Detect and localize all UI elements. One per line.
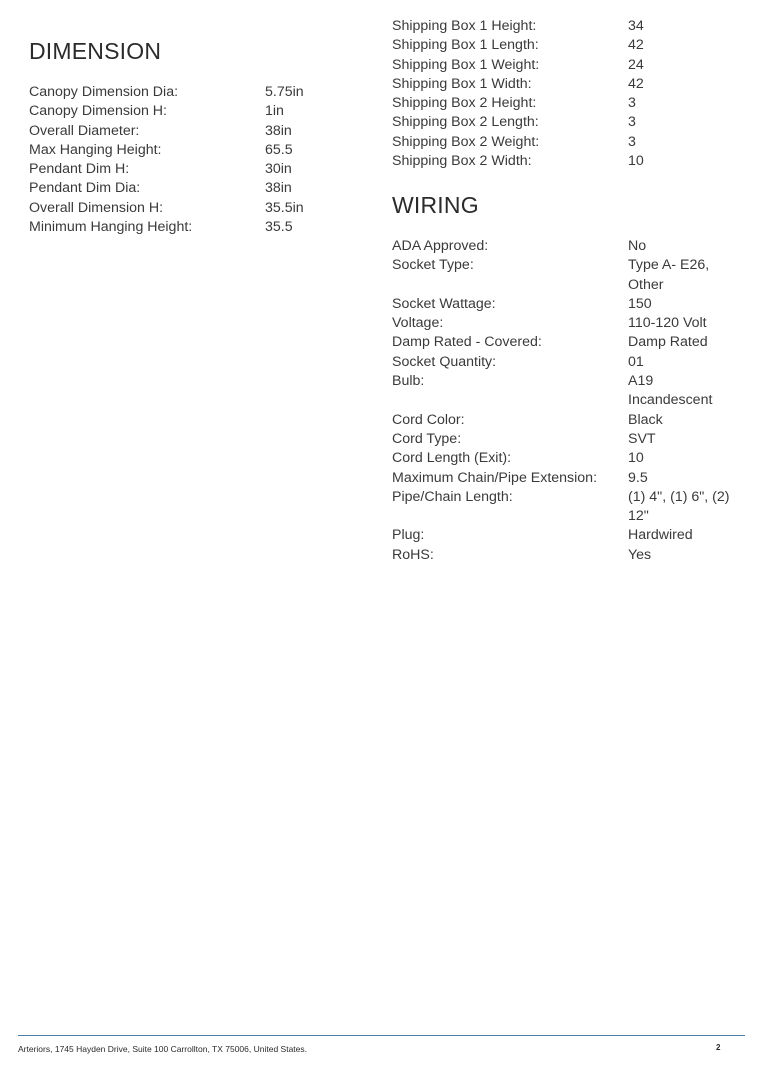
spec-label: Socket Wattage: <box>392 295 496 312</box>
spec-label: Shipping Box 2 Width: <box>392 153 532 170</box>
footer-divider <box>18 1035 745 1036</box>
spec-row <box>392 56 742 75</box>
spec-value: 3 <box>628 133 636 150</box>
spec-value: Yes <box>628 546 652 563</box>
spec-value: 01 <box>628 353 644 370</box>
spec-value: (1) 4", (1) 6", (2) 12" <box>628 488 730 525</box>
spec-row <box>29 141 359 160</box>
spec-value: 65.5 <box>265 141 293 158</box>
spec-row <box>29 102 359 121</box>
spec-label: Canopy Dimension Dia: <box>29 84 179 100</box>
spec-row <box>392 152 742 171</box>
spec-row <box>392 430 742 449</box>
spec-label: Overall Dimension H: <box>29 199 164 216</box>
spec-row <box>29 218 359 237</box>
spec-row <box>392 411 742 430</box>
spec-value: 34 <box>628 18 644 34</box>
spec-value: 9.5 <box>628 469 648 486</box>
spec-label: Minimum Hanging Height: <box>29 219 193 236</box>
spec-value: 5.75in <box>265 84 304 100</box>
spec-row <box>29 83 359 102</box>
spec-row <box>392 526 742 545</box>
wiring-heading: WIRING <box>392 192 479 218</box>
page-number: 2 <box>716 1043 721 1052</box>
spec-row <box>29 122 359 141</box>
spec-label: Cord Type: <box>392 430 462 447</box>
spec-label: Shipping Box 1 Weight: <box>392 56 540 73</box>
spec-label: Max Hanging Height: <box>29 141 162 158</box>
spec-row <box>392 372 742 411</box>
spec-value: SVT <box>628 430 656 447</box>
spec-row <box>29 199 359 218</box>
spec-label: Cord Length (Exit): <box>392 450 512 467</box>
spec-row <box>392 94 742 113</box>
spec-value: 10 <box>628 450 644 467</box>
spec-value: 42 <box>628 75 644 92</box>
spec-value: 3 <box>628 114 636 131</box>
spec-row <box>392 488 742 527</box>
spec-row <box>29 160 359 179</box>
spec-label: Socket Quantity: <box>392 353 497 370</box>
spec-value: 150 <box>628 295 652 312</box>
spec-label: Shipping Box 2 Length: <box>392 114 539 131</box>
spec-row <box>392 449 742 468</box>
spec-label: Pendant Dim H: <box>29 161 130 178</box>
spec-value: 38in <box>265 180 292 197</box>
spec-row <box>392 237 742 256</box>
spec-row <box>29 179 359 198</box>
spec-label: RoHS: <box>392 546 434 563</box>
spec-value: 42 <box>628 37 644 54</box>
spec-label: Pipe/Chain Length: <box>392 488 513 505</box>
spec-value: No <box>628 238 647 254</box>
dimension-heading: DIMENSION <box>29 38 162 64</box>
spec-value: 110-120 Volt <box>628 315 707 332</box>
spec-label: ADA Approved: <box>392 238 489 254</box>
footer-address: Arteriors, 1745 Hayden Drive, Suite 100 Carrollton, TX 75006, United States. <box>18 1044 307 1054</box>
spec-label: Shipping Box 2 Weight: <box>392 133 540 150</box>
spec-label: Maximum Chain/Pipe Extension: <box>392 469 598 486</box>
spec-value: 35.5 <box>265 219 293 236</box>
spec-value: 38in <box>265 122 292 139</box>
spec-value: A19 Incandescent <box>628 373 713 409</box>
spec-label: Canopy Dimension H: <box>29 103 167 120</box>
spec-row <box>392 469 742 488</box>
spec-label: Bulb: <box>392 373 425 390</box>
spec-value: Black <box>628 411 663 428</box>
spec-value: 24 <box>628 56 644 73</box>
spec-value: 30in <box>265 161 292 178</box>
spec-row <box>392 133 742 152</box>
spec-label: Shipping Box 1 Length: <box>392 37 539 54</box>
spec-row <box>392 333 742 352</box>
spec-label: Pendant Dim Dia: <box>29 180 141 197</box>
spec-row <box>392 36 742 55</box>
spec-label: Overall Diameter: <box>29 122 140 139</box>
spec-row <box>392 17 742 36</box>
spec-label: Shipping Box 1 Height: <box>392 18 537 34</box>
spec-label: Cord Color: <box>392 411 465 428</box>
spec-label: Damp Rated - Covered: <box>392 334 542 351</box>
spec-value: 10 <box>628 153 644 170</box>
spec-row <box>392 546 742 565</box>
spec-row <box>392 75 742 94</box>
spec-value: Type A- E26, Other <box>628 257 710 293</box>
dimension-list <box>29 83 359 237</box>
wiring-list <box>392 237 742 565</box>
spec-row <box>392 353 742 372</box>
spec-value: Hardwired <box>628 527 693 544</box>
spec-row <box>392 295 742 314</box>
spec-label: Shipping Box 1 Width: <box>392 75 532 92</box>
spec-row <box>392 113 742 132</box>
spec-value: 1in <box>265 103 284 120</box>
spec-label: Shipping Box 2 Height: <box>392 95 537 112</box>
spec-row <box>392 314 742 333</box>
spec-row <box>392 256 742 295</box>
spec-label: Plug: <box>392 527 425 544</box>
spec-value: 3 <box>628 95 636 112</box>
spec-label: Socket Type: <box>392 257 474 274</box>
shipping-list <box>392 17 742 171</box>
spec-label: Voltage: <box>392 315 444 332</box>
spec-value: Damp Rated <box>628 334 708 351</box>
spec-value: 35.5in <box>265 199 304 216</box>
